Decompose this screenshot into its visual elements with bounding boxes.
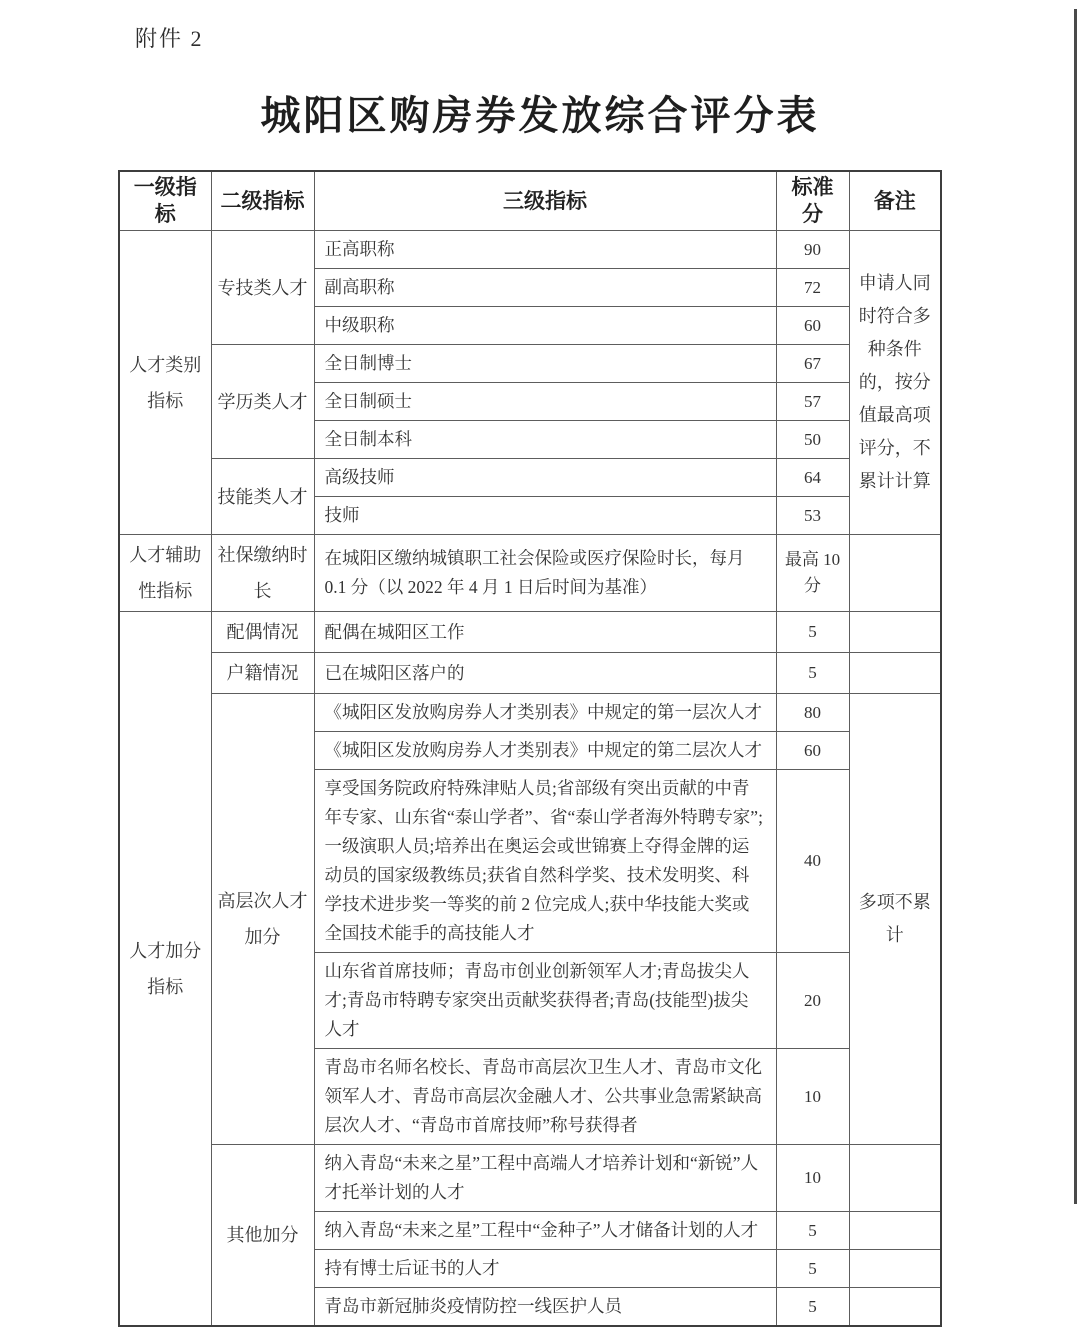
cell-score: 50: [776, 421, 849, 459]
cell-score: 5: [776, 612, 849, 653]
cell-remark-empty: [849, 1250, 941, 1288]
cell-l3: 配偶在城阳区工作: [314, 612, 776, 653]
cell-score: 5: [776, 653, 849, 694]
cell-score: 最高 10 分: [776, 535, 849, 612]
cell-score: 40: [776, 770, 849, 953]
cell-score: 5: [776, 1212, 849, 1250]
table-row: [119, 231, 941, 269]
cell-remark-empty: [849, 653, 941, 694]
cell-l3: 《城阳区发放购房券人才类别表》中规定的第二层次人才: [314, 732, 776, 770]
cell-l3: 享受国务院政府特殊津贴人员;省部级有突出贡献的中青年专家、山东省“泰山学者”、省“泰山学者海外特聘专家”;一级演职人员;培养出在奥运会或世锦赛上夺得金牌的运动员的国家级教练员;获省自然科学奖、技术发明奖、科学技术进步奖一等奖的前 2 位完成人;获中华技能大奖或全国技术能手的高技能人才: [314, 770, 776, 953]
cell-score: 72: [776, 269, 849, 307]
cell-score: 10: [776, 1049, 849, 1145]
cell-l3: 在城阳区缴纳城镇职工社会保险或医疗保险时长，每月 0.1 分（以 2022 年 4 月 1 日后时间为基准）: [314, 535, 776, 612]
cell-remark-empty: [849, 1212, 941, 1250]
cell-score: 60: [776, 732, 849, 770]
cell-score: 5: [776, 1288, 849, 1327]
cell-level2-household: 户籍情况: [211, 653, 314, 694]
cell-level1-talent-bonus: 人才加分指标: [119, 612, 211, 1327]
table-header-row: [119, 171, 941, 231]
table-row: [119, 612, 941, 653]
cell-l3: 山东省首席技师；青岛市创业创新领军人才;青岛拔尖人才;青岛市特聘专家突出贡献奖获得者;青岛(技能型)拔尖人才: [314, 953, 776, 1049]
cell-l3: 技师: [314, 497, 776, 535]
cell-l3: 纳入青岛“未来之星”工程中“金种子”人才储备计划的人才: [314, 1212, 776, 1250]
header-level2: 二级指标: [211, 171, 314, 231]
cell-l3: 全日制硕士: [314, 383, 776, 421]
table-row: [119, 1145, 941, 1212]
cell-score: 20: [776, 953, 849, 1049]
table-row: [119, 535, 941, 612]
cell-l3: 全日制博士: [314, 345, 776, 383]
header-score: 标准分: [776, 171, 849, 231]
header-level1: 一级指标: [119, 171, 211, 231]
cell-remark-empty: [849, 1288, 941, 1327]
attachment-label: 附件 2: [135, 26, 204, 51]
cell-remark-category: 申请人同时符合多种条件的，按分值最高项评分，不累计计算: [849, 231, 941, 535]
cell-level2-high-level: 高层次人才加分: [211, 694, 314, 1145]
cell-remark-empty: [849, 1145, 941, 1212]
table-row: [119, 694, 941, 732]
cell-score: 80: [776, 694, 849, 732]
header-remark: 备注: [849, 171, 941, 231]
cell-l3: 正高职称: [314, 231, 776, 269]
scoring-table: [118, 170, 942, 1327]
page-title: 城阳区购房券发放综合评分表: [260, 94, 820, 138]
cell-score: 60: [776, 307, 849, 345]
cell-l3: 青岛市名师名校长、青岛市高层次卫生人才、青岛市文化领军人才、青岛市高层次金融人才、公共事业急需紧缺高层次人才、“青岛市首席技师”称号获得者: [314, 1049, 776, 1145]
cell-l3: 持有博士后证书的人才: [314, 1250, 776, 1288]
cell-score: 57: [776, 383, 849, 421]
cell-remark-bonus: 多项不累计: [849, 694, 941, 1145]
cell-score: 5: [776, 1250, 849, 1288]
scan-edge-line: [1074, 9, 1077, 1204]
cell-level1-talent-auxiliary: 人才辅助性指标: [119, 535, 211, 612]
cell-score: 67: [776, 345, 849, 383]
table-row: [119, 459, 941, 497]
cell-l3: 中级职称: [314, 307, 776, 345]
cell-level2-other: 其他加分: [211, 1145, 314, 1327]
cell-level2-education: 学历类人才: [211, 345, 314, 459]
cell-score: 53: [776, 497, 849, 535]
cell-level2-spouse: 配偶情况: [211, 612, 314, 653]
header-level3: 三级指标: [314, 171, 776, 231]
cell-score: 10: [776, 1145, 849, 1212]
cell-level2-social: 社保缴纳时长: [211, 535, 314, 612]
table-row: [119, 345, 941, 383]
cell-level2-professional: 专技类人才: [211, 231, 314, 345]
cell-remark-empty: [849, 535, 941, 612]
cell-l3: 副高职称: [314, 269, 776, 307]
cell-level2-skill: 技能类人才: [211, 459, 314, 535]
cell-l3: 高级技师: [314, 459, 776, 497]
table-row: [119, 653, 941, 694]
cell-l3: 已在城阳区落户的: [314, 653, 776, 694]
cell-l3: 青岛市新冠肺炎疫情防控一线医护人员: [314, 1288, 776, 1327]
cell-l3: 纳入青岛“未来之星”工程中高端人才培养计划和“新锐”人才托举计划的人才: [314, 1145, 776, 1212]
cell-remark-empty: [849, 612, 941, 653]
cell-l3: 《城阳区发放购房券人才类别表》中规定的第一层次人才: [314, 694, 776, 732]
cell-score: 90: [776, 231, 849, 269]
cell-l3: 全日制本科: [314, 421, 776, 459]
cell-level1-talent-category: 人才类别指标: [119, 231, 211, 535]
cell-score: 64: [776, 459, 849, 497]
